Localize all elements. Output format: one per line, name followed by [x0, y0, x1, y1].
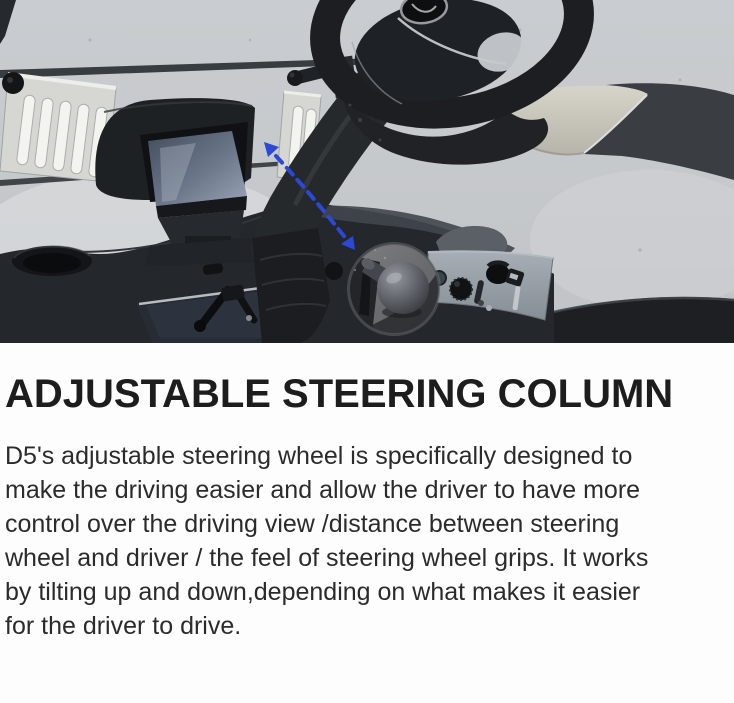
section-heading: ADJUSTABLE STEERING COLUMN [5, 372, 674, 416]
vent-knob [2, 72, 24, 94]
steering-column-illustration [0, 0, 734, 343]
tilt-knob-inset [348, 243, 441, 336]
hero-photo [0, 0, 734, 343]
section-body-text: D5's adjustable steering wheel is specifically designed to make the driving easier and allow the driver to have more control over the driving view /distance between steering wheel and driver / the feel of steering wheel grips. It works by tilting up and down,depending on what makes it easier for the driver to drive. [5, 442, 649, 640]
tilt-knob-ball [377, 262, 429, 314]
